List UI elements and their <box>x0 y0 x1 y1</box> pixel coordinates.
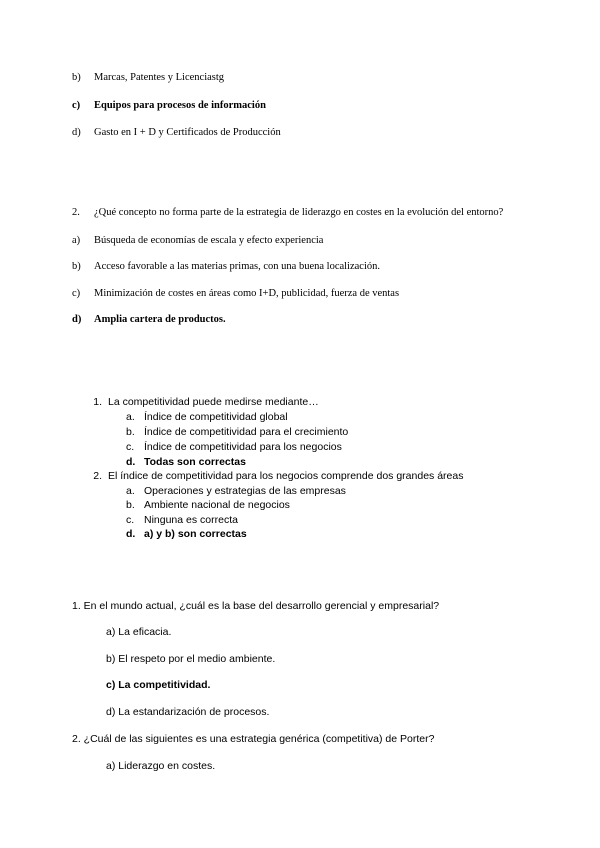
s4-q1-option-c: c) La competitividad. <box>106 679 211 691</box>
s3-q1-option-b: b. Índice de competitividad para el crecimiento <box>126 426 349 438</box>
s2-option-d: d) Amplia cartera de productos. <box>72 314 226 325</box>
s2-option-a: a) Búsqueda de economías de escala y efecto experiencia <box>72 235 324 246</box>
s3-q1-option-d: d. Todas son correctas <box>126 456 246 468</box>
s3-q2-option-c: c. Ninguna es correcta <box>126 514 238 526</box>
s3-q1: 1. La competitividad puede medirse mediante… <box>93 396 319 408</box>
s4-q1-option-d: d) La estandarización de procesos. <box>106 706 270 718</box>
s3-q2: 2. El índice de competitividad para los negocios comprende dos grandes áreas <box>93 470 464 482</box>
s4-q1: 1. En el mundo actual, ¿cuál es la base del desarrollo gerencial y empresarial? <box>72 600 440 612</box>
s4-q1-option-a: a) La eficacia. <box>106 626 172 638</box>
s2-question: 2. ¿Qué concepto no forma parte de la estrategia de liderazgo en costes en la evolución del entorno? <box>72 207 504 218</box>
s3-q2-option-b: b. Ambiente nacional de negocios <box>126 499 290 511</box>
s4-q2: 2. ¿Cuál de las siguientes es una estrategia genérica (competitiva) de Porter? <box>72 733 435 745</box>
s4-q2-option-a: a) Liderazgo en costes. <box>106 760 216 772</box>
s4-q1-option-b: b) El respeto por el medio ambiente. <box>106 653 276 665</box>
s2-option-c: c) Minimización de costes en áreas como I+D, publicidad, fuerza de ventas <box>72 288 400 299</box>
s1-option-d: d) Gasto en I + D y Certificados de Producción <box>72 127 281 138</box>
s3-q2-option-d: d. a) y b) son correctas <box>126 528 247 540</box>
s3-q1-option-c: c. Índice de competitividad para los negocios <box>126 441 342 453</box>
s3-q2-option-a: a. Operaciones y estrategias de las empresas <box>126 485 346 497</box>
s2-option-b: b) Acceso favorable a las materias primas, con una buena localización. <box>72 261 380 272</box>
s1-option-c: c) Equipos para procesos de información <box>72 100 266 111</box>
s3-q1-option-a: a. Índice de competitividad global <box>126 411 288 423</box>
s1-option-b: b) Marcas, Patentes y Licenciastg <box>72 72 225 83</box>
